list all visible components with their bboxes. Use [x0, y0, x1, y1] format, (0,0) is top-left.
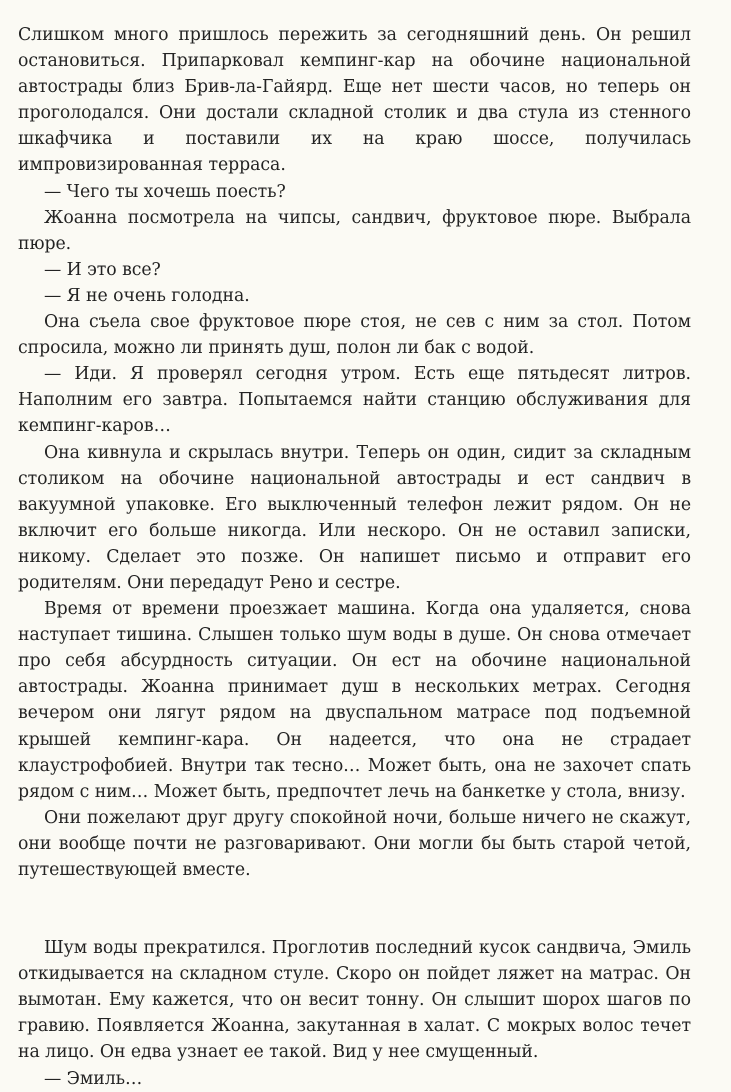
paragraph: Шум воды прекратился. Проглотив последний кусок сандвича, Эмиль откидывается на складном стуле. Скоро он пойдет ляжет на матрас. Он вымотан. Ему кажется, что он весит тонну. Он слышит шорох шагов по гравию. Появляется Жоанна, закутанная в халат. С мокрых волос течет на лицо. Он едва узнает ее такой. Вид у нее смущенный.: [18, 938, 691, 1063]
paragraph: Они пожелают друг другу спокойной ночи, больше ничего не скажут, они вообще почти не разговаривают. Они могли бы быть старой четой, путешествующей вместе.: [18, 807, 691, 880]
dialogue-line: — Эмиль…: [44, 1068, 143, 1089]
dialogue-line: — И это все?: [44, 259, 161, 280]
paragraph: Слишком много пришлось пережить за сегодняшний день. Он решил остановиться. Припарковал кемпинг-кар на обочине национальной автострады близ Брив-ла-Гайярд. Еще нет шести часов, но теперь он проголодался. Они достали складной столик и два стула из стенного шкафчика и поставили их на краю шоссе, получилась импровизированная терраса.: [18, 25, 691, 176]
dialogue-line: — Я не очень голодна.: [44, 285, 250, 306]
dialogue-line: — Чего ты хочешь поесть?: [44, 181, 286, 202]
dialogue-line: — Иди. Я проверял сегодня утром. Есть еще пятьдесят литров. Наполним его завтра. Попытаемся найти станцию обслуживания для кемпинг-каров…: [18, 364, 691, 437]
paragraph: Она съела свое фруктовое пюре стоя, не сев с ним за стол. Потом спросила, можно ли принять душ, полон ли бак с водой.: [18, 312, 691, 359]
paragraph: Жоанна посмотрела на чипсы, сандвич, фруктовое пюре. Выбрала пюре.: [18, 207, 691, 254]
paragraph: Время от времени проезжает машина. Когда она удаляется, снова наступает тишина. Слышен только шум воды в душе. Он снова отмечает про себя абсурдность ситуации. Он ест на обочине национальной автострады. Жоанна принимает душ в нескольких метрах. Сегодня вечером они лягут рядом на двуспальном матрасе под подъемной крышей кемпинг-кара. Он надеется, что она не страдает клаустрофобией. Внутри так тесно… Может быть, она не захочет спать рядом с ним… Может быть, предпочтет лечь на банкетке у стола, внизу.: [18, 599, 691, 802]
section-break: [18, 883, 691, 935]
paragraph: Она кивнула и скрылась внутри. Теперь он один, сидит за складным столиком на обочине национальной автострады и ест сандвич в вакуумной упаковке. Его выключенный телефон лежит рядом. Он не включит его больше никогда. Или нескоро. Он не оставил записки, никому. Сделает это позже. Он напишет письмо и отправит его родителям. Они передадут Рено и сестре.: [18, 442, 691, 593]
